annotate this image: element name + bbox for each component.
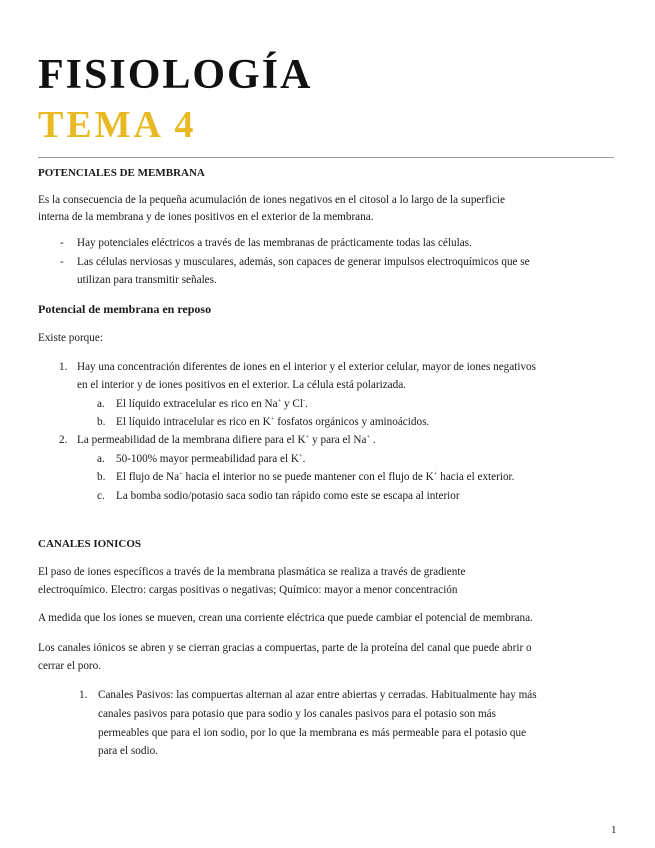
sublist-item: El líquido extracelular es rico en Na+ y Cl-.: [116, 397, 308, 410]
document-subtitle: TEMA 4: [38, 104, 197, 146]
bullet-marker: -: [60, 256, 64, 268]
bullet-item-continued: utilizan para transmitir señales.: [77, 274, 217, 286]
paragraph-line: Los canales iónicos se abren y se cierran gracias a compuertas, parte de la proteína del canal que puede abrir o: [38, 642, 532, 654]
list-item-continued: canales pasivos para potasio que para sodio y los canales pasivos para el potasio son más: [98, 708, 496, 720]
paragraph-line: A medida que los iones se mueven, crean una corriente eléctrica que puede cambiar el potencial de membrana.: [38, 612, 533, 624]
paragraph-line: El paso de iones específicos a través de la membrana plasmática se realiza a través de gradiente: [38, 566, 466, 578]
title-divider: [38, 157, 614, 158]
sublist-item: La bomba sodio/potasio saca sodio tan rápido como este se escapa al interior: [116, 490, 460, 502]
sublist-letter: b.: [97, 471, 106, 483]
bullet-item: Las células nerviosas y musculares, además, son capaces de generar impulsos electroquímicos que se: [77, 256, 530, 268]
paragraph-line: Es la consecuencia de la pequeña acumulación de iones negativos en el citosol a lo largo de la superficie: [38, 194, 506, 206]
list-item-continued: para el sodio.: [98, 745, 158, 757]
list-number: 2.: [59, 434, 68, 446]
sublist-letter: c.: [97, 490, 105, 502]
subsection-heading-reposo: Potencial de membrana en reposo: [38, 302, 212, 316]
list-item-continued: permeables que para el ion sodio, por lo que la membrana es más permeable para el potasio que: [98, 727, 527, 739]
paragraph-line: interna de la membrana y de iones positivos en el exterior de la membrana.: [38, 211, 374, 223]
sublist-item: El flujo de Na+ hacia el interior no se puede mantener con el flujo de K+ hacia el exterior.: [116, 470, 515, 483]
paragraph-line: electroquímico. Electro: cargas positivas o negativas; Químico: mayor a menor concentración: [38, 584, 458, 596]
list-item: Canales Pasivos: las compuertas alternan al azar entre abiertas y cerradas. Habitualmente hay más: [98, 689, 537, 701]
paragraph-line: cerrar el poro.: [38, 660, 102, 672]
list-item: La permeabilidad de la membrana difiere para el K+ y para el Na+ .: [77, 433, 376, 446]
list-number: 1.: [59, 361, 68, 373]
bullet-marker: -: [60, 237, 64, 249]
document-title: FISIOLOGÍA: [38, 52, 313, 98]
list-item-continued: en el interior y de iones positivos en el exterior. La célula está polarizada.: [77, 379, 406, 391]
intro-text: Existe porque:: [38, 332, 103, 344]
list-item: Hay una concentración diferentes de iones en el interior y el exterior celular, mayor de iones negativos: [77, 361, 536, 373]
bullet-item: Hay potenciales eléctricos a través de las membranas de prácticamente todas las células.: [77, 237, 472, 249]
page-number: 1: [611, 824, 617, 836]
sublist-item: 50-100% mayor permeabilidad para el K+.: [116, 452, 306, 465]
list-number: 1.: [79, 689, 88, 701]
section-heading-canales: CANALES IONICOS: [38, 538, 141, 550]
sublist-item: El líquido intracelular es rico en K+ fosfatos orgánicos y aminoácidos.: [116, 415, 430, 428]
section-heading-potenciales: POTENCIALES DE MEMBRANA: [38, 167, 205, 179]
sublist-letter: a.: [97, 398, 105, 410]
sublist-letter: b.: [97, 416, 106, 428]
sublist-letter: a.: [97, 453, 105, 465]
